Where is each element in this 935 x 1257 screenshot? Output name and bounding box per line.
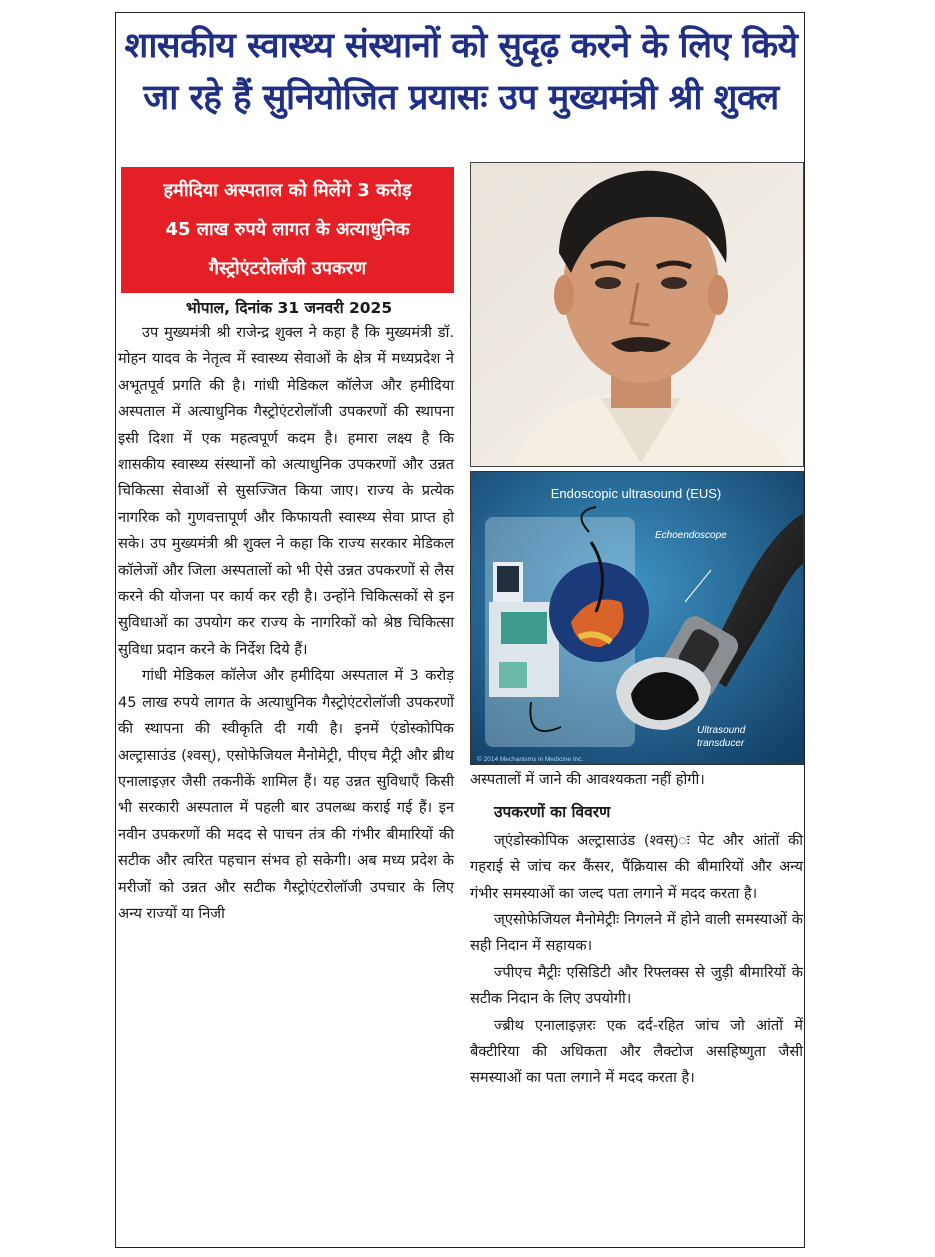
label-transducer: transducer <box>697 738 745 749</box>
subheadline-line-3: गैस्ट्रोएंटरोलॉजी उपकरण <box>208 258 367 279</box>
label-echoendoscope: Echoendoscope <box>655 530 727 541</box>
equipment-item-4: ज्ब्रीथ एनालाइज़रः एक दर्द-रहित जांच जो आंतों में बैक्टीरिया की अधिकता और लैक्टोज असहिष्णुता जैसी समस्याओं का पता लगाने में मदद करता है। <box>470 1016 803 1087</box>
portrait-illustration <box>471 163 804 467</box>
headline-line-1: शासकीय स्वास्थ्य संस्थानों को सुदृढ़ करने के लिए किये <box>124 26 798 66</box>
eus-illustration <box>471 472 804 765</box>
equipment-item-1: ज्एंडोस्कोपिक अल्ट्रासाउंड (श्वस्)ः पेट और आंतों की गहराई से जांच कर कैंसर, पैंक्रियास की बीमारियों और अन्य गंभीर समस्याओं का जल्द पता लगाने में मदद करता है। <box>470 831 803 902</box>
article-column-2 <box>470 767 803 1092</box>
subheadline-box <box>121 167 454 293</box>
diagram-title: Endoscopic ultrasound (EUS) <box>550 486 722 501</box>
subheadline-line-2: 45 लाख रुपये लागत के अत्याधुनिक <box>165 219 410 240</box>
paragraph-1: उप मुख्यमंत्री श्री राजेन्द्र शुक्ल ने कहा है कि मुख्यमंत्री डॉ. मोहन यादव के नेतृत्व में स्वास्थ्य सेवाओं के क्षेत्र में मध्यप्रदेश ने अभूतपूर्व प्रगति की है। गांधी मेडिकल कॉलेज और हमीदिया अस्पताल में अत्याधुनिक गैस्ट्रोएंटरोलॉजी उपकरणों की स्थापना इसी दिशा में एक महत्वपूर्ण कदम है। हमारा लक्ष्य है कि शासकीय स्वास्थ्य संस्थानों को अत्याधुनिक उपकरणों और उन्नत चिकित्सा सेवाओं से सुसज्जित किया जाए। राज्य के प्रत्येक नागरिक को गुणवत्तापूर्ण और किफायती स्वास्थ्य सेवा प्राप्त हो सके। उप मुख्यमंत्री श्री शुक्ल ने कहा कि राज्य सरकार मेडिकल कॉलेजों और जिला अस्पतालों को भी ऐसे उन्नत उपकरणों से लैस करने की योजना पर कार्य कर रही है। उन्होंने चिकित्सकों से इन सुविधाओं का उपयोग कर राज्य के नागरिकों को श्रेष्ठ चिकित्सा सुविधा प्रदान करने के निर्देश दिये हैं। <box>118 324 454 658</box>
subheadline-line-1: हमीदिया अस्पताल को मिलेंगे 3 करोड़ <box>163 180 412 201</box>
continuation-text: अस्पतालों में जाने की आवश्यकता नहीं होगी। <box>470 771 705 788</box>
diagram-copyright: © 2014 Mechanisms in Medicine Inc. <box>477 756 584 763</box>
equipment-item-2: ज्एसोफेजियल मैनोमेट्रीः निगलने में होने वाली समस्याओं के सही निदान में सहायक। <box>470 911 803 955</box>
dateline: भोपाल, दिनांक 31 जनवरी 2025 <box>185 299 393 317</box>
equipment-item-3: ज्पीएच मैट्रीः एसिडिटी और रिफ्लक्स से जुड़ी बीमारियों के सटीक निदान के लिए उपयोगी। <box>470 963 803 1008</box>
article-column-1 <box>118 320 454 927</box>
portrait-photo <box>470 162 804 467</box>
eus-diagram <box>470 471 804 765</box>
paragraph-2: गांधी मेडिकल कॉलेज और हमीदिया अस्पताल में 3 करोड़ 45 लाख रुपये लागत के अत्याधुनिक गैस्ट्रोएंटरोलॉजी उपकरणों की स्थापना की स्वीकृति दी गयी है। इनमें एंडोस्कोपिक अल्ट्रासाउंड (श्वस्), एसोफेजियल मैनोमेट्री, पीएच मैट्री और ब्रीथ एनालाइज़र जैसी तकनीकें शामिल हैं। यह उन्नत सुविधाएँ किसी भी सरकारी अस्पताल में पहली बार उपलब्ध कराई गई हैं। इन नवीन उपकरणों की मदद से पाचन तंत्र की गंभीर बीमारियों की सटीक और त्वरित पहचान संभव हो सकेगी। अब मध्य प्रदेश के मरीजों को उन्नत और सटीक गैस्ट्रोएंटरोलॉजी उपचार के लिए अन्य राज्यों या निजी <box>118 667 454 922</box>
headline <box>123 20 799 124</box>
label-ultrasound: Ultrasound <box>697 725 746 736</box>
headline-line-2: जा रहे हैं सुनियोजित प्रयासः उप मुख्यमंत्री श्री शुक्ल <box>143 78 779 118</box>
section-title: उपकरणों का विवरण <box>494 803 611 822</box>
